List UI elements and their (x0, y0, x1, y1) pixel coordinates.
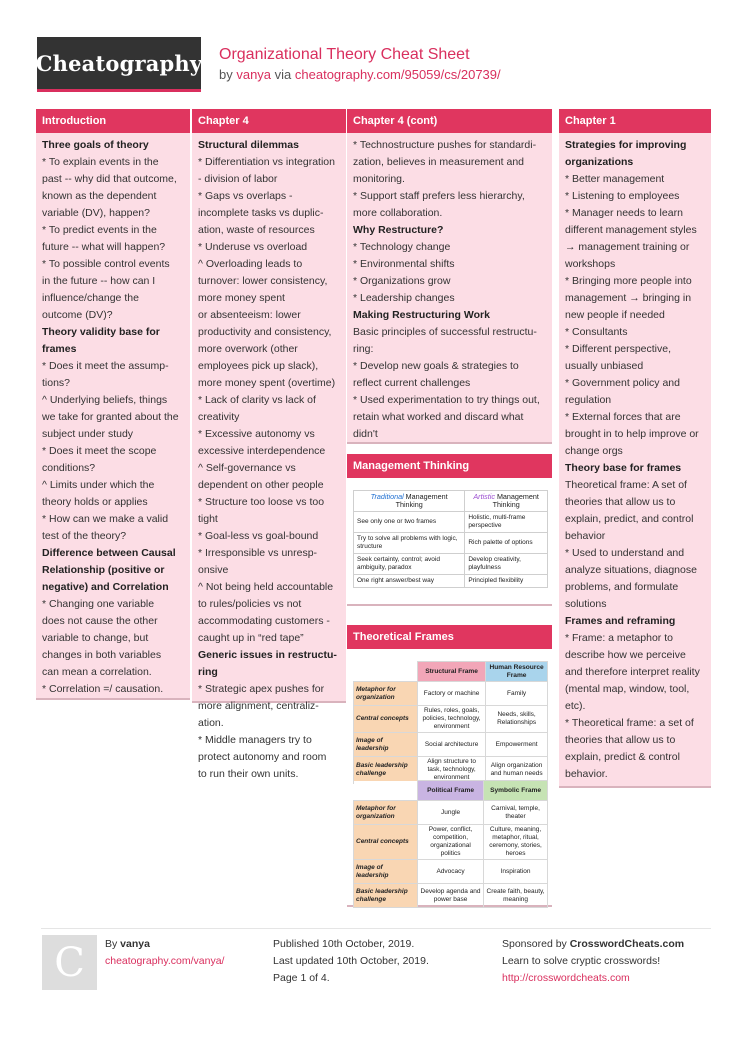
text-line: ^ Underlying beliefs, things (42, 394, 168, 406)
text-line: usually unbiased (565, 360, 644, 372)
text-line: known as the dependent (42, 190, 157, 202)
frame-cell: Jungle (418, 801, 484, 825)
text-line: more money spent (overtime) (198, 377, 336, 389)
cheatography-footer-logo (42, 935, 97, 990)
text-line: ^ Not being held accountable (198, 581, 334, 593)
text-line: * Irresponsible vs unresp- (198, 547, 318, 559)
row-label: Central concepts (354, 706, 418, 733)
author-name: vanya (120, 938, 150, 950)
footer-author (105, 936, 224, 970)
text-line: excessive interdependence (198, 445, 326, 457)
text-line: * Middle managers try to (198, 734, 312, 746)
text-line: employees pick up slack), (198, 360, 319, 372)
text-line: describe how we perceive (565, 649, 686, 661)
text-line: future -- what will happen? (42, 241, 166, 253)
text-line: didn't (353, 428, 378, 440)
text-line: Basic principles of successful restructu- (353, 326, 537, 338)
text-line: * Gaps vs overlaps - (198, 190, 293, 202)
table-row (354, 706, 548, 733)
political-frame-header: Political Frame (418, 781, 484, 801)
text-line: * Does it meet the assump- (42, 360, 169, 372)
subheading: Frames and reframing (565, 615, 676, 627)
text-line: theories that allow us to (565, 734, 676, 746)
frame-cell: Carnival, temple, theater (484, 801, 548, 825)
table-corner (354, 662, 418, 682)
text-line: * Environmental shifts (353, 258, 455, 270)
text-line: * Excessive autonomy vs (198, 428, 315, 440)
traditional-cell: One right answer/best way (354, 575, 465, 588)
text-line: ^ Overloading leads to (198, 258, 303, 270)
page-count: Page 1 of 4. (273, 972, 330, 984)
text-line: conditions? (42, 462, 96, 474)
section-body (192, 133, 346, 787)
frame-cell: Advocacy (418, 860, 484, 884)
sheet-url-link[interactable]: cheatography.com/95059/cs/20739/ (294, 67, 501, 82)
traditional-header (354, 491, 465, 512)
section-header: Chapter 1 (559, 109, 711, 133)
frame-cell: Create faith, beauty, meaning (484, 884, 548, 908)
section-chapter-1 (559, 109, 711, 788)
frame-cell: Family (486, 682, 548, 706)
text-line: * Bringing more people into (565, 275, 692, 287)
text-line: management → bringing in (565, 292, 692, 304)
cheatography-logo[interactable] (37, 37, 201, 92)
frame-cell: Power, conflict, competition, organizational politics (418, 825, 484, 860)
structural-frame-header: Structural Frame (418, 662, 486, 682)
text-line: (mental map, window, tool, (565, 683, 690, 695)
text-line: brought in to help improve or (565, 428, 699, 440)
text-line: problems, and formulate (565, 581, 679, 593)
text-line: accommodating customers - (198, 615, 330, 627)
text-line: * Government policy and (565, 377, 680, 389)
text-line: dependent on other people (198, 479, 324, 491)
text-line: solutions (565, 598, 607, 610)
text-line: test of the theory? (42, 530, 127, 542)
text-line: * Changing one variable (42, 598, 155, 610)
text-line: * To possible control events (42, 258, 170, 270)
text-line: more alignment, centraliz- (198, 700, 319, 712)
text-line: retain what worked and discard what (353, 411, 524, 423)
row-label: Basic leadership challenge (354, 884, 418, 908)
text-line: or absenteeism: lower (198, 309, 301, 321)
subheading: organizations (565, 156, 634, 168)
published-date: Published 10th October, 2019. (273, 938, 415, 950)
text-line: to rules/policies vs not (198, 598, 302, 610)
sponsor-url-link[interactable]: http://crosswordcheats.com (502, 972, 630, 984)
text-line: more collaboration. (353, 207, 443, 219)
text-line: workshops (565, 258, 616, 270)
section-body (559, 133, 711, 787)
artistic-cell: Holistic, multi-frame perspective (465, 512, 548, 533)
text-line: * Listening to employees (565, 190, 680, 202)
text-line: * Structure too loose vs too (198, 496, 325, 508)
section-body (347, 133, 552, 447)
text-line: theories that allow us to (565, 496, 676, 508)
table-row (354, 860, 548, 884)
text-line: * To predict events in the (42, 224, 157, 236)
text-line: more money spent (198, 292, 285, 304)
sponsor-line (502, 936, 684, 953)
text-line: outcome (DV)? (42, 309, 113, 321)
text-line: incomplete tasks vs duplic- (198, 207, 324, 219)
subheading: Strategies for improving (565, 139, 687, 151)
frame-cell: Culture, meaning, metaphor, ritual, ceremony, stories, heroes (484, 825, 548, 860)
frame-cell: Develop agenda and power base (418, 884, 484, 908)
text-line: ring: (353, 343, 374, 355)
artistic-cell: Rich palette of options (465, 533, 548, 554)
traditional-label: Traditional (370, 492, 404, 501)
text-line: * Technology change (353, 241, 451, 253)
text-line: protect autonomy and room (198, 751, 327, 763)
byline (219, 67, 501, 82)
text-line: * Theoretical frame: a set of (565, 717, 694, 729)
text-line: change orgs (565, 445, 623, 457)
text-line: * External forces that are (565, 411, 681, 423)
table-row (354, 512, 548, 533)
text-line: tight (198, 513, 218, 525)
text-line: → management training or (565, 241, 690, 253)
text-line: does not cause the other (42, 615, 158, 627)
logo-text: Cheatography (35, 50, 203, 76)
by-label: By (105, 938, 121, 950)
section-theoretical-frames (347, 625, 552, 907)
text-line: * Manager needs to learn (565, 207, 683, 219)
section-header: Chapter 4 (cont) (347, 109, 552, 133)
frame-cell: Rules, roles, goals, policies, technology, environment (418, 706, 486, 733)
section-body (36, 133, 190, 702)
text-line: * Used to understand and (565, 547, 685, 559)
row-label: Central concepts (354, 825, 418, 860)
text-line: Theoretical frame: A set of (565, 479, 687, 491)
human-resource-frame-header: Human Resource Frame (486, 662, 548, 682)
traditional-cell: Seek certainty, control; avoid ambiguity, paradox (354, 554, 465, 575)
table-row (354, 825, 548, 860)
subheading: Relationship (positive or (42, 564, 165, 576)
text-line: * Organizations grow (353, 275, 451, 287)
section-header: Introduction (36, 109, 190, 133)
footer-by-line (105, 936, 224, 953)
artistic-label: Artistic (473, 492, 495, 501)
header-rest: Management Thinking (492, 492, 539, 509)
subheading: Making Restructuring Work (353, 309, 490, 321)
text-line: variable (DV), happen? (42, 207, 150, 219)
text-line: * Technostructure pushes for standardi- (353, 139, 537, 151)
text-line: analyze situations, diagnose (565, 564, 697, 576)
text-line: * Different perspective, (565, 343, 672, 355)
frames-table-2 (353, 780, 548, 908)
row-label: Metaphor for organization (354, 801, 418, 825)
text-line: influence/change the (42, 292, 139, 304)
byline-via: via (271, 67, 295, 82)
row-label: Metaphor for organization (354, 682, 418, 706)
section-header: Management Thinking (347, 454, 552, 478)
text-line: we take for granted about the (42, 411, 179, 423)
frame-cell: Factory or machine (418, 682, 486, 706)
text-line: * Leadership changes (353, 292, 455, 304)
subheading: Generic issues in restructu- (198, 649, 337, 661)
artistic-cell: Principled flexibility (465, 575, 548, 588)
subheading: Why Restructure? (353, 224, 444, 236)
subheading: Three goals of theory (42, 139, 149, 151)
table-row (354, 801, 548, 825)
section-header: Theoretical Frames (347, 625, 552, 649)
text-line: variable to change, but (42, 632, 149, 644)
row-label: Image of leadership (354, 733, 418, 757)
subheading: Theory validity base for (42, 326, 160, 338)
section-chapter-4 (192, 109, 346, 780)
subheading: ring (198, 666, 218, 678)
text-line: tions? (42, 377, 71, 389)
section-management-thinking (347, 454, 552, 606)
row-label: Image of leadership (354, 860, 418, 884)
text-line: behavior. (565, 768, 608, 780)
traditional-cell: Try to solve all problems with logic, structure (354, 533, 465, 554)
text-line: * Frame: a metaphor to (565, 632, 673, 644)
subheading: Theory base for frames (565, 462, 682, 474)
logo-letter: C (54, 939, 85, 986)
text-line: ^ Limits under which the (42, 479, 155, 491)
text-line: explain, predict & control (565, 751, 680, 763)
table-row (354, 575, 548, 588)
text-line: * Develop new goals & strategies to (353, 360, 519, 372)
table-corner (354, 781, 418, 801)
text-line: more overwork (other (198, 343, 298, 355)
text-line: and therefore interpret reality (565, 666, 700, 678)
text-line: * Used experimentation to try things out, (353, 394, 540, 406)
text-line: monitoring. (353, 173, 405, 185)
subheading: Difference between Causal (42, 547, 176, 559)
subheading: frames (42, 343, 77, 355)
text-line: * Does it meet the scope (42, 445, 157, 457)
text-line: productivity and consistency, (198, 326, 332, 338)
footer-dates (273, 936, 429, 987)
section-introduction (36, 109, 190, 700)
sponsored-label: Sponsored by (502, 938, 570, 950)
footer-sponsor (502, 936, 684, 987)
management-thinking-table (353, 490, 548, 588)
frame-cell: Empowerment (486, 733, 548, 757)
text-line: theory holds or applies (42, 496, 148, 508)
text-line: * Correlation =/ causation. (42, 683, 164, 695)
text-line: * Underuse vs overload (198, 241, 308, 253)
text-line: subject under study (42, 428, 134, 440)
text-line: - division of labor (198, 173, 278, 185)
text-line: to run their own units. (198, 768, 299, 780)
updated-date: Last updated 10th October, 2019. (273, 955, 429, 967)
table-row (354, 554, 548, 575)
text-line: changes in both variables (42, 649, 162, 661)
text-line: zation, believes in measurement and (353, 156, 525, 168)
row-label: Basic leadership challenge (354, 757, 418, 784)
sponsor-name: CrosswordCheats.com (569, 938, 685, 950)
footer-divider (41, 928, 711, 929)
text-line: * Strategic apex pushes for (198, 683, 325, 695)
sponsor-tagline: Learn to solve cryptic crosswords! (502, 955, 661, 967)
text-line: ation. (198, 717, 224, 729)
text-line: reflect current challenges (353, 377, 471, 389)
text-line: etc). (565, 700, 586, 712)
artistic-header (465, 491, 548, 512)
text-line: onsive (198, 564, 229, 576)
text-line: * Consultants (565, 326, 628, 338)
frame-cell: Align organization and human needs (486, 757, 548, 784)
page-title: Organizational Theory Cheat Sheet (219, 46, 470, 63)
section-header: Chapter 4 (192, 109, 346, 133)
table-row (354, 682, 548, 706)
frames-table-1 (353, 661, 548, 784)
text-line: * Goal-less vs goal-bound (198, 530, 319, 542)
text-line: in the future -- how can I (42, 275, 156, 287)
text-line: * How can we make a valid (42, 513, 169, 525)
artistic-cell: Develop creativity, playfulness (465, 554, 548, 575)
author-link[interactable]: vanya (236, 67, 272, 82)
subheading: negative) and Correlation (42, 581, 169, 593)
text-line: * Better management (565, 173, 665, 185)
text-line: regulation (565, 394, 612, 406)
text-line: explain, predict, and control (565, 513, 694, 525)
author-url-link[interactable]: cheatography.com/vanya/ (105, 955, 225, 967)
byline-prefix: by (219, 67, 237, 82)
table-row (354, 533, 548, 554)
text-line: ation, waste of resources (198, 224, 315, 236)
text-line: * To explain events in the (42, 156, 159, 168)
section-chapter-4-cont (347, 109, 552, 444)
frame-cell: Align structure to task, technology, environment (418, 757, 486, 784)
text-line: * Lack of clarity vs lack of (198, 394, 316, 406)
text-line: turnover: lower consistency, (198, 275, 328, 287)
subheading: Structural dilemmas (198, 139, 299, 151)
frame-cell: Needs, skills, Relationships (486, 706, 548, 733)
header-rest: Management Thinking (395, 492, 448, 509)
text-line: past -- why did that outcome, (42, 173, 177, 185)
symbolic-frame-header: Symbolic Frame (484, 781, 548, 801)
text-line: * Differentiation vs integration (198, 156, 335, 168)
traditional-cell: See only one or two frames (354, 512, 465, 533)
frame-cell: Inspiration (484, 860, 548, 884)
text-line: behavior (565, 530, 606, 542)
text-line: different management styles (565, 224, 697, 236)
text-line: can mean a correlation. (42, 666, 152, 678)
table-row (354, 884, 548, 908)
text-line: caught up in “red tape” (198, 632, 304, 644)
text-line: creativity (198, 411, 240, 423)
text-line: new people if needed (565, 309, 665, 321)
text-line: ^ Self-governance vs (198, 462, 296, 474)
text-line: * Support staff prefers less hierarchy, (353, 190, 525, 202)
frame-cell: Social architecture (418, 733, 486, 757)
table-row (354, 733, 548, 757)
